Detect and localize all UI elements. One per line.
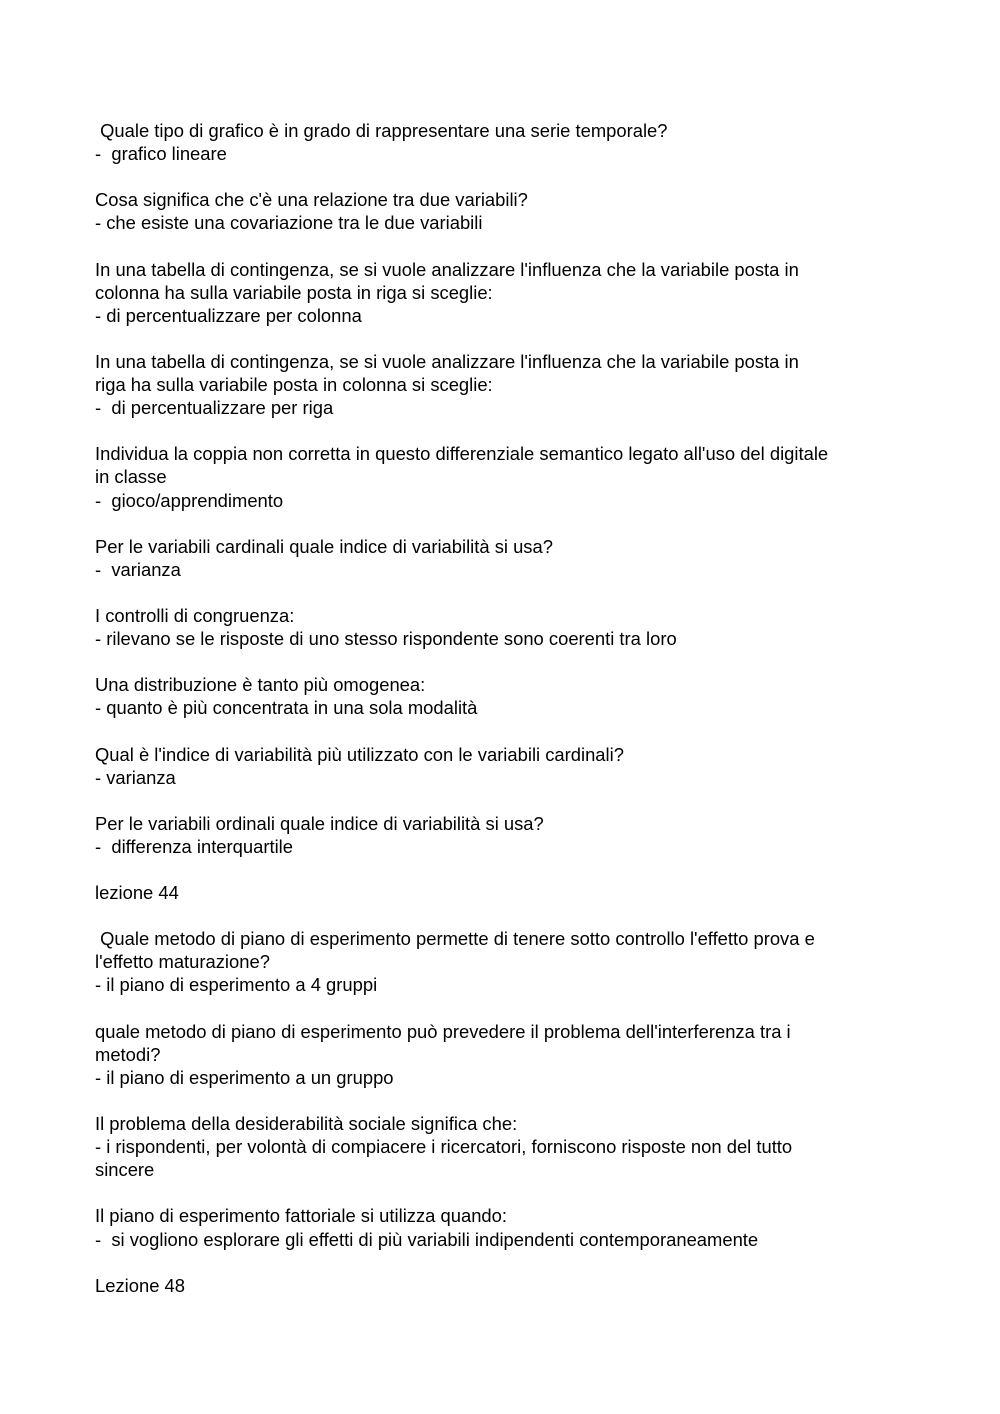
qa-block bbox=[95, 535, 905, 581]
qa-block bbox=[95, 812, 905, 858]
question-line: Quale tipo di grafico è in grado di rappresentare una serie temporale? bbox=[95, 120, 668, 141]
question-line: Una distribuzione è tanto più omogenea: bbox=[95, 674, 426, 696]
question-line: Individua la coppia non corretta in questo differenziale semantico legato all'uso del digitale bbox=[95, 443, 829, 465]
qa-block bbox=[95, 442, 905, 511]
question-line: Lezione 48 bbox=[95, 1274, 185, 1296]
qa-block bbox=[95, 1020, 905, 1089]
qa-block bbox=[95, 1204, 905, 1250]
question-line: quale metodo di piano di esperimento può prevedere il problema dell'interferenza tra i bbox=[95, 1020, 791, 1042]
question-line: In una tabella di contingenza, se si vuole analizzare l'influenza che la variabile posta in bbox=[95, 350, 799, 372]
qa-block bbox=[95, 604, 905, 650]
qa-block bbox=[95, 673, 905, 719]
text-line: - varianza bbox=[95, 766, 176, 788]
question-line: Per le variabili ordinali quale indice di variabilità si usa? bbox=[95, 812, 544, 834]
text-line: - che esiste una covariazione tra le due variabili bbox=[95, 212, 483, 234]
question-line: Quale metodo di piano di esperimento permette di tenere sotto controllo l'effetto prova e bbox=[95, 928, 815, 950]
text-line: metodi? bbox=[95, 1043, 161, 1065]
qa-block bbox=[95, 350, 905, 419]
text-line: - di percentualizzare per colonna bbox=[95, 304, 362, 326]
text-line: - differenza interquartile bbox=[95, 835, 293, 857]
text-line: - si vogliono esplorare gli effetti di più variabili indipendenti contemporaneamente bbox=[95, 1228, 759, 1250]
text-line: - varianza bbox=[95, 558, 181, 580]
question-line: lezione 44 bbox=[95, 882, 179, 904]
qa-block bbox=[95, 258, 905, 327]
section-heading bbox=[95, 1274, 905, 1297]
text-line: colonna ha sulla variabile posta in riga si sceglie: bbox=[95, 281, 493, 303]
text-line: - di percentualizzare per riga bbox=[95, 397, 334, 419]
text-line: - grafico lineare bbox=[95, 143, 227, 165]
text-line: - il piano di esperimento a un gruppo bbox=[95, 1066, 394, 1088]
question-line: In una tabella di contingenza, se si vuole analizzare l'influenza che la variabile posta in bbox=[95, 258, 799, 280]
text-line: - il piano di esperimento a 4 gruppi bbox=[95, 974, 378, 996]
text-line: in classe bbox=[95, 466, 167, 488]
section-heading bbox=[95, 881, 905, 904]
question-line: Per le variabili cardinali quale indice di variabilità si usa? bbox=[95, 535, 553, 557]
document-page bbox=[95, 119, 905, 1320]
text-line: - rilevano se le risposte di uno stesso rispondente sono coerenti tra loro bbox=[95, 628, 677, 650]
question-line: Il piano di esperimento fattoriale si utilizza quando: bbox=[95, 1205, 507, 1227]
text-line: - quanto è più concentrata in una sola modalità bbox=[95, 697, 478, 719]
text-line: - gioco/apprendimento bbox=[95, 489, 284, 511]
question-line: Qual è l'indice di variabilità più utilizzato con le variabili cardinali? bbox=[95, 743, 624, 765]
qa-block bbox=[95, 119, 905, 165]
text-line: l'effetto maturazione? bbox=[95, 951, 270, 973]
question-line: Cosa significa che c'è una relazione tra due variabili? bbox=[95, 189, 528, 211]
qa-block bbox=[95, 188, 905, 234]
text-line: sincere bbox=[95, 1159, 155, 1181]
question-line: I controlli di congruenza: bbox=[95, 604, 295, 626]
qa-block bbox=[95, 927, 905, 996]
question-line: Il problema della desiderabilità sociale significa che: bbox=[95, 1113, 518, 1135]
qa-block bbox=[95, 743, 905, 789]
qa-block bbox=[95, 1112, 905, 1181]
text-line: riga ha sulla variabile posta in colonna si sceglie: bbox=[95, 374, 493, 396]
text-line: - i rispondenti, per volontà di compiacere i ricercatori, forniscono risposte non del tutto bbox=[95, 1136, 793, 1158]
